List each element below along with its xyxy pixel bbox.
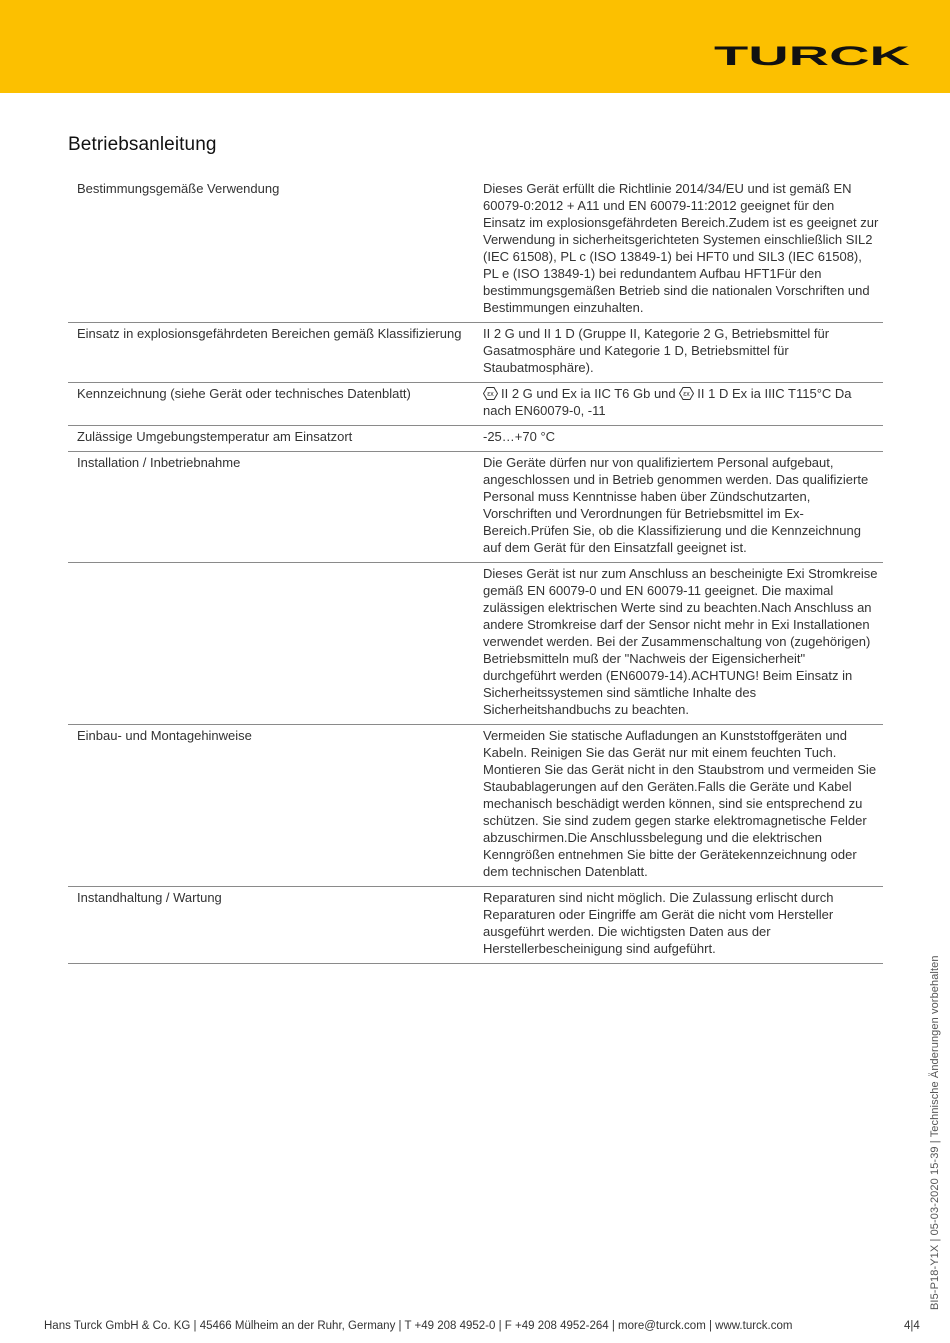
page-number: 4|4 bbox=[904, 1320, 920, 1332]
row-value: Vermeiden Sie statische Aufladungen an Kunststoffgeräten und Kabeln. Reinigen Sie das Gerät nur mit einem feuchten Tuch. Montieren Sie das Gerät nicht in den Staubstrom und vermeiden Sie Staubablagerungen auf den Geräten.Falls die Geräte und Kabel mechanisch beschädigt werden können, sind sie entsprechend zu schützen. Sie sind zudem gegen starke elektromagnetische Felder abzuschirmen.Die Anschlussbelegung und die elektrischen Kenngrößen entnehmen Sie bitte der Gerätekennzeichnung oder dem technischen Datenblatt. bbox=[483, 728, 877, 879]
ex-hexagon-icon bbox=[679, 387, 694, 400]
row-value: Dieses Gerät ist nur zum Anschluss an bescheinigte Exi Stromkreise gemäß EN 60079-0 und EN 60079-11 geeignet. Die maximal zulässigen elektrischen Werte sind zu beachten.Nach Anschluss an andere Stromkreise darf der Sensor nicht mehr in Exi Installationen verwendet werden. Bei der Zusammenschaltung von (zugehörigen) Betriebsmitteln muß der "Nachweis der Eigensicherheit" durchgeführt werden (EN60079-14).ACHTUNG! Beim Einsatz in Sicherheitssystemen sind sämtliche Inhalte des Sicherheitshandbuchs zu beachten. bbox=[483, 566, 878, 717]
row-label: Kennzeichnung (siehe Gerät oder technisches Datenblatt) bbox=[77, 386, 411, 401]
row-value bbox=[475, 385, 883, 419]
table-row bbox=[68, 887, 883, 964]
table-row bbox=[68, 383, 883, 426]
row-label bbox=[68, 565, 475, 718]
footer-address: Hans Turck GmbH & Co. KG | 45466 Mülheim an der Ruhr, Germany | T +49 208 4952-0 | F +49 208 4952-264 | more@turck.com | www.turck.com bbox=[44, 1320, 793, 1332]
marking-text-1: II 2 G und Ex ia IIC T6 Gb und bbox=[501, 386, 676, 401]
row-label: Einbau- und Montagehinweise bbox=[77, 728, 252, 743]
marking-text-2: II 1 D Ex ia IIIC T115°C Da nach EN60079-0, -11 bbox=[483, 386, 852, 418]
ex-hexagon-icon bbox=[483, 387, 498, 400]
page-title: Betriebsanleitung bbox=[68, 134, 217, 155]
side-note: BI5-P18-Y1X | 05-03-2020 15-39 | Technische Änderungen vorbehalten bbox=[929, 955, 941, 1310]
row-label: Einsatz in explosionsgefährdeten Bereichen gemäß Klassifizierung bbox=[77, 326, 462, 341]
table-row bbox=[68, 426, 883, 452]
svg-text:TURCK: TURCK bbox=[714, 44, 912, 68]
row-value: Reparaturen sind nicht möglich. Die Zulassung erlischt durch Reparaturen oder Eingriffe am Gerät die nicht vom Hersteller ausgeführt werden. Die wichtigsten Daten aus der Herstellerbescheinigung sind aufgeführt. bbox=[483, 890, 834, 956]
row-label: Zulässige Umgebungstemperatur am Einsatzort bbox=[77, 429, 353, 444]
table-row bbox=[68, 452, 883, 563]
row-value: Dieses Gerät erfüllt die Richtlinie 2014/34/EU und ist gemäß EN 60079-0:2012 + A11 und EN 60079-11:2012 geeignet für den Einsatz im explosionsgefährdeten Bereich.Zudem ist es geeignet zur Verwendung in sicherheitsgerichteten Systemen einschließlich SIL2 (IEC 61508), PL c (ISO 13849-1) bei HFT0 und SIL3 (IEC 61508), PL e (ISO 13849-1) bei redundantem Aufbau HFT1Für den bestimmungsgemäßen Betrieb sind die nationalen Vorschriften und Bestimmungen einzuhalten. bbox=[483, 181, 879, 315]
row-label: Bestimmungsgemäße Verwendung bbox=[77, 181, 280, 196]
row-value: -25…+70 °C bbox=[483, 429, 556, 444]
svg-text:εx: εx bbox=[683, 391, 691, 399]
svg-text:εx: εx bbox=[487, 391, 494, 399]
table-row bbox=[68, 563, 883, 725]
turck-logo bbox=[712, 44, 912, 68]
row-value: II 2 G und II 1 D (Gruppe II, Kategorie 2 G, Betriebsmittel für Gasatmosphäre und Kategorie 1 D, Betriebsmittel für Staubatmosphäre). bbox=[483, 326, 830, 375]
row-label: Instandhaltung / Wartung bbox=[77, 890, 222, 905]
table-row bbox=[68, 323, 883, 383]
row-value: Die Geräte dürfen nur von qualifiziertem Personal aufgebaut, angeschlossen und in Betrieb genommen werden. Das qualifizierte Personal muss Kenntnisse haben über Zündschutzarten, Vorschriften und Verordnungen für Betriebsmittel im Ex-Bereich.Prüfen Sie, ob die Klassifizierung und die Kennzeichnung auf dem Gerät für den Einsatzfall geeignet ist. bbox=[483, 455, 869, 555]
table-row bbox=[68, 178, 883, 323]
table-row bbox=[68, 725, 883, 887]
row-label: Installation / Inbetriebnahme bbox=[77, 455, 241, 470]
instruction-table bbox=[68, 178, 883, 964]
